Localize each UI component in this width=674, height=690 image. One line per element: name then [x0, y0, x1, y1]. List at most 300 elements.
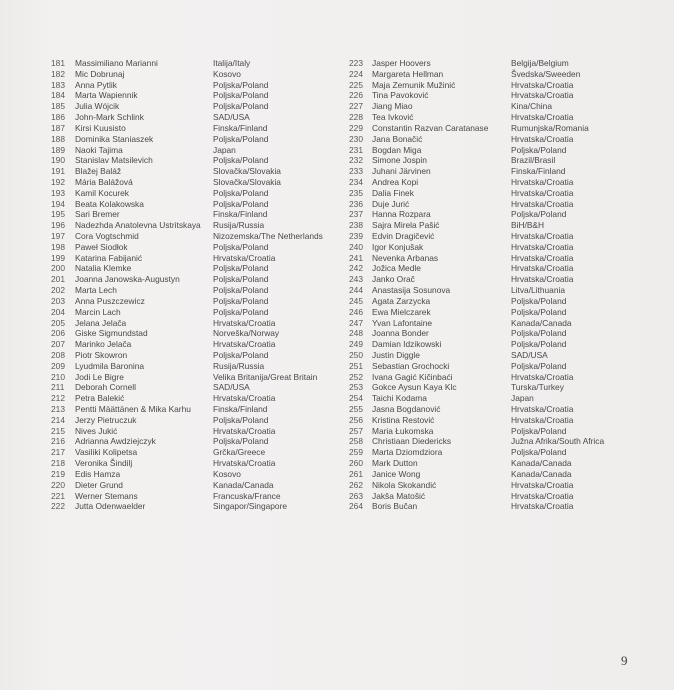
entry-number: 243: [349, 274, 363, 285]
artist-name: Jakša Matošić: [372, 490, 426, 501]
entry-number: 214: [51, 414, 65, 425]
list-item: [51, 123, 348, 134]
artist-country: Poljska/Poland: [213, 263, 269, 274]
list-item: [51, 231, 348, 242]
artist-country: Slovačka/Slovakia: [213, 176, 281, 187]
artist-name: Justin Diggle: [372, 349, 420, 360]
entry-number: 258: [349, 436, 363, 447]
artist-name: Kirsi Kuusisto: [75, 122, 126, 133]
list-item: [349, 350, 646, 361]
list-item: [51, 458, 348, 469]
list-item: [51, 166, 348, 177]
list-item: [349, 188, 646, 199]
artist-country: Poljska/Poland: [511, 425, 567, 436]
artist-name: Deborah Cornell: [75, 382, 136, 393]
entry-number: 252: [349, 371, 363, 382]
artist-country: Hrvatska/Croatia: [213, 425, 276, 436]
artist-name: Nevenka Arbanas: [372, 252, 439, 263]
artist-name: Margareta Hellman: [372, 68, 444, 79]
artist-country: Poljska/Poland: [511, 447, 567, 458]
artist-country: Poljska/Poland: [511, 144, 567, 155]
list-item: [51, 90, 348, 101]
list-item: [51, 447, 348, 458]
entry-number: 218: [51, 458, 65, 469]
list-item: [51, 145, 348, 156]
list-item: [349, 166, 646, 177]
list-item: [349, 382, 646, 393]
entry-number: 264: [349, 501, 363, 512]
list-item: [349, 339, 646, 350]
list-item: [51, 436, 348, 447]
artist-name: Marinko Jelača: [75, 339, 132, 350]
artist-name: Veronika Šindilj: [75, 458, 133, 469]
artist-country: Poljska/Poland: [213, 285, 269, 296]
artist-name: Ivana Gagić Kičinbaći: [372, 371, 453, 382]
artist-country: Kosovo: [213, 68, 241, 79]
artist-name: Werner Stemans: [75, 490, 138, 501]
entry-number: 192: [51, 176, 65, 187]
artist-country: Hrvatska/Croatia: [511, 274, 574, 285]
entry-number: 244: [349, 285, 363, 296]
artist-country: Hrvatska/Croatia: [511, 112, 574, 123]
artist-country: Kanada/Canada: [511, 468, 572, 479]
artist-name: Jelana Jelača: [75, 317, 127, 328]
artist-name: Edvin Dragičević: [372, 231, 435, 241]
artist-name: Mária Balážová: [75, 176, 133, 187]
list-item: [51, 188, 348, 199]
entry-number: 255: [349, 404, 363, 414]
artist-country: Poljska/Poland: [213, 414, 269, 425]
artist-name: Jerzy Pietruczuk: [75, 414, 137, 425]
artist-country: Hrvatska/Croatia: [511, 187, 574, 198]
list-item: [349, 58, 646, 69]
entry-number: 198: [51, 241, 65, 252]
list-item: [349, 285, 646, 296]
artist-country: Nizozemska/The Netherlands: [213, 231, 323, 241]
list-item: [349, 501, 646, 512]
artist-country: Finska/Finland: [213, 122, 268, 133]
artist-name: Maria Łukomska: [372, 425, 434, 436]
artist-country: Poljska/Poland: [511, 306, 567, 317]
list-item: [349, 155, 646, 166]
artist-name: Kristina Restović: [372, 414, 435, 425]
artist-name: Duje Jurić: [372, 198, 410, 209]
list-item: [349, 69, 646, 80]
entry-number: 227: [349, 101, 363, 112]
entry-number: 200: [51, 263, 65, 274]
artist-name: Mark Dutton: [372, 458, 418, 469]
artist-name: Julia Wójcik: [75, 101, 120, 112]
artist-name: Joanna Janowska-Augustyn: [75, 274, 180, 285]
entry-number: 254: [349, 393, 363, 404]
list-item: [51, 58, 348, 69]
artist-name: Yvan Lafontaine: [372, 317, 433, 328]
artist-country: Kosovo: [213, 468, 241, 479]
artist-country: Poljska/Poland: [511, 328, 567, 339]
list-item: [51, 199, 348, 210]
entry-number: 196: [51, 220, 65, 231]
artist-country: Hrvatska/Croatia: [213, 252, 276, 263]
artist-name: Joanna Bonder: [372, 328, 429, 339]
entry-number: 212: [51, 393, 65, 404]
artist-name: Katarina Fabijanić: [75, 252, 143, 263]
list-item: [349, 447, 646, 458]
artist-name: Natalia Klemke: [75, 263, 132, 274]
artist-name: Anna Pytlik: [75, 79, 117, 90]
artist-country: Hrvatska/Croatia: [213, 393, 276, 404]
entry-number: 242: [349, 263, 363, 274]
entry-number: 256: [349, 414, 363, 425]
artist-country: SAD/USA: [213, 382, 250, 393]
artist-name: Piotr Skowron: [75, 349, 128, 360]
artist-name: Janice Wong: [372, 468, 421, 479]
entry-number: 183: [51, 79, 65, 90]
entry-number: 213: [51, 404, 65, 414]
entry-number: 209: [51, 360, 65, 371]
page-number: 9: [621, 653, 628, 668]
artist-name: Ewa Mielczarek: [372, 306, 431, 317]
entry-number: 240: [349, 241, 363, 252]
list-item: [349, 209, 646, 220]
artist-country: Poljska/Poland: [213, 90, 269, 101]
entry-number: 194: [51, 198, 65, 209]
participant-list-right: [349, 58, 646, 512]
artist-country: Hrvatska/Croatia: [511, 241, 574, 252]
list-item: [51, 404, 348, 415]
artist-country: Hrvatska/Croatia: [213, 458, 276, 469]
artist-country: Poljska/Poland: [511, 209, 567, 220]
list-item: [51, 296, 348, 307]
list-item: [349, 491, 646, 502]
entry-number: 202: [51, 285, 65, 296]
list-item: [349, 361, 646, 372]
entry-number: 220: [51, 479, 65, 490]
artist-country: Poljska/Poland: [213, 274, 269, 285]
artist-name: Janko Orač: [372, 274, 415, 285]
artist-name: Naoki Tajima: [75, 144, 123, 155]
entry-number: 223: [349, 58, 363, 68]
artist-name: Taichi Kodama: [372, 393, 427, 404]
artist-country: Hrvatska/Croatia: [511, 414, 574, 425]
artist-name: Cora Vogtschmid: [75, 231, 139, 241]
artist-country: Poljska/Poland: [213, 79, 269, 90]
entry-number: 188: [51, 133, 65, 144]
list-item: [349, 112, 646, 123]
artist-country: Poljska/Poland: [213, 133, 269, 144]
entry-number: 251: [349, 360, 363, 371]
list-item: [349, 80, 646, 91]
artist-country: Singapor/Singapore: [213, 501, 288, 512]
list-item: [349, 253, 646, 264]
list-item: [51, 263, 348, 274]
artist-country: Švedska/Sweeden: [511, 68, 581, 79]
artist-name: Bogdan Miga: [372, 144, 422, 155]
artist-country: Japan: [511, 393, 534, 404]
entry-number: 225: [349, 79, 363, 90]
list-item: [349, 372, 646, 383]
entry-number: 224: [349, 68, 363, 79]
artist-name: Adrianna Awdziejczyk: [75, 436, 156, 447]
artist-name: Igor Konjušak: [372, 241, 424, 252]
list-item: [51, 274, 348, 285]
list-item: [51, 134, 348, 145]
entry-number: 232: [349, 155, 363, 166]
artist-name: Kamil Kocurek: [75, 187, 129, 198]
artist-country: Rusija/Russia: [213, 360, 265, 371]
list-item: [349, 415, 646, 426]
entry-number: 231: [349, 144, 363, 155]
list-item: [349, 404, 646, 415]
artist-name: Edis Hamza: [75, 468, 121, 479]
entry-number: 205: [51, 317, 65, 328]
list-item: [349, 263, 646, 274]
list-item: [51, 177, 348, 188]
artist-country: Hrvatska/Croatia: [511, 479, 574, 490]
artist-name: Boris Bučan: [372, 501, 418, 512]
artist-country: Rumunjska/Romania: [511, 122, 589, 133]
artist-country: Belgija/Belgium: [511, 58, 569, 68]
artist-country: Poljska/Poland: [213, 198, 269, 209]
entry-number: 219: [51, 468, 65, 479]
artist-name: Marta Wapiennik: [75, 90, 138, 101]
artist-country: Finska/Finland: [213, 404, 268, 414]
list-item: [349, 220, 646, 231]
artist-country: Poljska/Poland: [213, 241, 269, 252]
list-item: [51, 101, 348, 112]
list-item: [51, 501, 348, 512]
artist-country: Hrvatska/Croatia: [511, 263, 574, 274]
list-item: [51, 285, 348, 296]
participant-list-left: [51, 58, 348, 512]
list-item: [349, 480, 646, 491]
list-item: [349, 274, 646, 285]
artist-country: Italija/Italy: [213, 58, 251, 68]
list-item: [51, 339, 348, 350]
artist-name: Anna Puszczewicz: [75, 295, 145, 306]
artist-name: Marcin Lach: [75, 306, 121, 317]
artist-name: Anastasija Sosunova: [372, 285, 451, 296]
artist-country: Poljska/Poland: [213, 101, 269, 112]
list-item: [51, 220, 348, 231]
entry-number: 234: [349, 176, 363, 187]
artist-name: Tina Pavoković: [372, 90, 429, 101]
artist-name: Stanislav Matsilevich: [75, 155, 153, 166]
artist-name: Jasper Hoovers: [372, 58, 431, 68]
artist-name: Maja Zemunik Mužinić: [372, 79, 456, 90]
artist-country: Hrvatska/Croatia: [511, 404, 574, 414]
artist-country: Hrvatska/Croatia: [511, 198, 574, 209]
artist-name: Damian Idzikowski: [372, 339, 442, 350]
list-item: [349, 296, 646, 307]
entry-number: 263: [349, 490, 363, 501]
artist-name: Lyudmila Baronina: [75, 360, 145, 371]
list-item: [51, 253, 348, 264]
artist-name: Jiang Miao: [372, 101, 413, 112]
artist-country: BiH/B&H: [511, 220, 545, 231]
entry-number: 186: [51, 112, 65, 123]
entry-number: 237: [349, 209, 363, 220]
artist-country: Hrvatska/Croatia: [511, 90, 574, 101]
entry-number: 261: [349, 468, 363, 479]
list-item: [51, 318, 348, 329]
list-item: [51, 361, 348, 372]
entry-number: 233: [349, 166, 363, 177]
entry-number: 221: [51, 490, 65, 501]
entry-number: 216: [51, 436, 65, 447]
list-item: [51, 242, 348, 253]
list-item: [51, 80, 348, 91]
artist-name: Dalia Finek: [372, 187, 414, 198]
artist-country: Poljska/Poland: [213, 436, 269, 447]
artist-country: Litva/Lithuania: [511, 285, 566, 296]
artist-name: Pentti Määttänen & Mika Karhu: [75, 404, 191, 414]
artist-name: Jodi Le Bigre: [75, 371, 124, 382]
list-item: [349, 123, 646, 134]
list-item: [51, 382, 348, 393]
entry-number: 184: [51, 90, 65, 101]
list-item: [349, 458, 646, 469]
artist-country: Kina/China: [511, 101, 552, 112]
list-item: [51, 469, 348, 480]
artist-name: Dominika Staniaszek: [75, 133, 154, 144]
artist-name: Sebastian Grochocki: [372, 360, 450, 371]
artist-name: Marta Lech: [75, 285, 117, 296]
list-item: [51, 155, 348, 166]
entry-number: 259: [349, 447, 363, 458]
artist-country: Hrvatska/Croatia: [511, 231, 574, 241]
entry-number: 235: [349, 187, 363, 198]
artist-name: John-Mark Schlink: [75, 112, 144, 123]
artist-country: Hrvatska/Croatia: [511, 490, 574, 501]
entry-number: 207: [51, 339, 65, 350]
list-item: [349, 426, 646, 437]
artist-name: Gokce Aysun Kaya Klc: [372, 382, 457, 393]
artist-country: Hrvatska/Croatia: [213, 339, 276, 350]
entry-number: 185: [51, 101, 65, 112]
artist-country: Hrvatska/Croatia: [511, 79, 574, 90]
entry-number: 181: [51, 58, 65, 68]
entry-number: 226: [349, 90, 363, 101]
list-item: [51, 393, 348, 404]
artist-name: Nives Jukić: [75, 425, 118, 436]
entry-number: 238: [349, 220, 363, 231]
artist-name: Nikola Skokandić: [372, 479, 437, 490]
artist-country: Rusija/Russia: [213, 220, 265, 231]
entry-number: 193: [51, 187, 65, 198]
artist-name: Jana Bonačić: [372, 133, 423, 144]
entry-number: 246: [349, 306, 363, 317]
artist-country: Finska/Finland: [511, 166, 566, 177]
entry-number: 250: [349, 349, 363, 360]
artist-name: Sari Bremer: [75, 209, 120, 220]
list-item: [51, 350, 348, 361]
entry-number: 189: [51, 144, 65, 155]
list-item: [51, 372, 348, 383]
artist-name: Massimiliano Marianni: [75, 58, 158, 68]
entry-number: 199: [51, 252, 65, 263]
artist-country: Poljska/Poland: [213, 155, 269, 166]
entry-number: 190: [51, 155, 65, 166]
list-item: [349, 328, 646, 339]
list-item: [349, 199, 646, 210]
entry-number: 229: [349, 122, 363, 133]
entry-number: 203: [51, 295, 65, 306]
artist-name: Nadezhda Anatolevna Ustritskaya: [75, 220, 201, 231]
entry-number: 239: [349, 231, 363, 241]
artist-country: Hrvatska/Croatia: [511, 133, 574, 144]
entry-number: 197: [51, 231, 65, 241]
list-item: [51, 328, 348, 339]
artist-country: Hrvatska/Croatia: [511, 252, 574, 263]
artist-name: Jutta Odenwaelder: [75, 501, 146, 512]
list-item: [51, 112, 348, 123]
entry-number: 211: [51, 382, 65, 393]
artist-country: Kanada/Canada: [213, 479, 274, 490]
artist-name: Jasna Bogdanović: [372, 404, 441, 414]
artist-country: Brazil/Brasil: [511, 155, 556, 166]
artist-country: Grčka/Greece: [213, 447, 266, 458]
list-item: [349, 469, 646, 480]
artist-country: Japan: [213, 144, 236, 155]
artist-name: Christiaan Diedericks: [372, 436, 452, 447]
entry-number: 217: [51, 447, 65, 458]
entry-number: 260: [349, 458, 363, 469]
entry-number: 253: [349, 382, 363, 393]
artist-country: Hrvatska/Croatia: [511, 176, 574, 187]
artist-country: Kanada/Canada: [511, 458, 572, 469]
entry-number: 208: [51, 349, 65, 360]
artist-country: Poljska/Poland: [213, 349, 269, 360]
entry-number: 210: [51, 371, 65, 382]
artist-name: Jožica Medle: [372, 263, 421, 274]
entry-number: 248: [349, 328, 363, 339]
entry-number: 206: [51, 328, 65, 339]
artist-name: Paweł Siodłok: [75, 241, 128, 252]
artist-country: Hrvatska/Croatia: [511, 501, 574, 512]
artist-name: Simone Jospin: [372, 155, 427, 166]
entry-number: 262: [349, 479, 363, 490]
list-item: [349, 177, 646, 188]
entry-number: 215: [51, 425, 65, 436]
entry-number: 249: [349, 339, 363, 350]
artist-country: Poljska/Poland: [213, 306, 269, 317]
list-item: [349, 134, 646, 145]
entry-number: 236: [349, 198, 363, 209]
artist-name: Andrea Kopi: [372, 176, 419, 187]
artist-name: Giske Sigmundstad: [75, 328, 148, 339]
artist-country: Francuska/France: [213, 490, 281, 501]
artist-country: Kanada/Canada: [511, 317, 572, 328]
list-item: [51, 426, 348, 437]
artist-country: SAD/USA: [511, 349, 548, 360]
artist-country: Poljska/Poland: [213, 295, 269, 306]
artist-name: Tea Ivković: [372, 112, 414, 123]
entry-number: 201: [51, 274, 65, 285]
artist-name: Agata Zarzycka: [372, 295, 431, 306]
entry-number: 204: [51, 306, 65, 317]
list-item: [51, 480, 348, 491]
artist-country: Hrvatska/Croatia: [511, 371, 574, 382]
list-item: [349, 145, 646, 156]
artist-country: Poljska/Poland: [511, 360, 567, 371]
list-item: [51, 415, 348, 426]
entry-number: 222: [51, 501, 65, 512]
artist-country: Norveška/Norway: [213, 328, 280, 339]
list-item: [349, 318, 646, 329]
artist-country: Poljska/Poland: [213, 187, 269, 198]
entry-number: 245: [349, 295, 363, 306]
artist-country: Finska/Finland: [213, 209, 268, 220]
